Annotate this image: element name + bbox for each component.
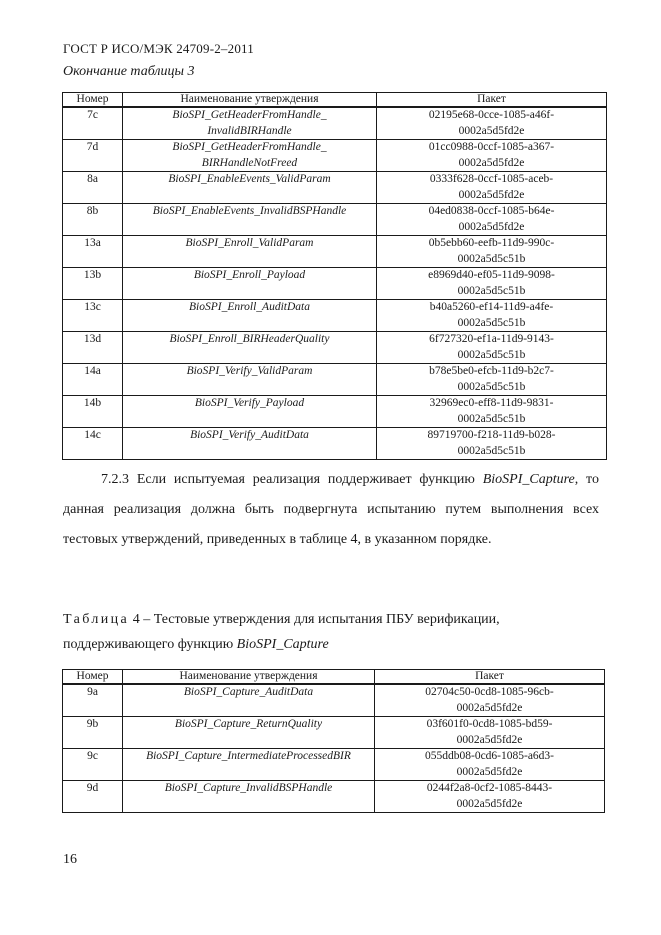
page-number: 16 [63,852,77,867]
packet-cell [375,781,605,813]
row-number-cell: 9c [63,749,123,781]
packet-line: 0002a5d5c51b [457,380,526,393]
row-number-cell: 9a [63,684,123,717]
table-row [63,236,607,268]
packet-line: 0002a5d5c51b [457,348,526,361]
assertion-name-cell [123,364,377,396]
document-header: ГОСТ Р ИСО/МЭК 24709-2–2011 [63,41,254,56]
packet-line: 0b5ebb60-eefb-11d9-990c- [428,237,555,249]
table-header-row [63,670,605,685]
row-number-cell: 14b [63,396,123,428]
table-row [63,684,605,717]
row-number-cell: 9b [63,717,123,749]
table-row [63,268,607,300]
row-number-cell: 8a [63,172,123,204]
packet-line: 32969ec0-eff8-11d9-9831- [429,397,554,409]
packet-line: 01cc0988-0ccf-1085-a367- [428,141,555,153]
assertion-name-cell [123,428,377,460]
packet-line: 0002a5d5fd2e [458,188,525,201]
table-row [63,204,607,236]
packet-line: 0002a5d5fd2e [456,765,523,778]
packet-line: 04ed0838-0ccf-1085-b64e- [428,205,555,217]
assertion-name-line: BioSPI_GetHeaderFromHandle_ [172,109,327,121]
table-continuation-caption: Окончание таблицы 3 [63,64,195,79]
assertion-name-line: BioSPI_EnableEvents_InvalidBSPHandle [152,205,347,217]
row-number-cell: 13a [63,236,123,268]
caption-function-name: BioSPI_Capture [236,637,329,652]
packet-line: 0002a5d5c51b [457,444,526,457]
packet-line: 02704c50-0cd8-1085-96cb- [425,686,554,698]
packet-cell [375,749,605,781]
table-row [63,140,607,172]
packet-line: 0002a5d5c51b [457,284,526,297]
assertion-name-line: BioSPI_Capture_AuditData [183,686,314,698]
table-row [63,107,607,140]
assertion-name-cell [123,204,377,236]
packet-line: 0002a5d5c51b [457,316,526,329]
packet-line: b78e5be0-efcb-11d9-b2c7- [429,365,554,377]
table-row [63,364,607,396]
assertion-name-cell [123,300,377,332]
assertion-name-line: InvalidBIRHandle [207,124,292,137]
packet-line: 055ddb08-0cd6-1085-a6d3- [424,750,555,762]
paragraph-function-name: BioSPI_Capture [482,472,575,487]
assertion-name-line: BioSPI_GetHeaderFromHandle_ [172,141,327,153]
assertion-name-cell [123,107,377,140]
assertion-name-line: BioSPI_Enroll_AuditData [189,301,310,313]
column-header-number: Номер [63,670,123,685]
row-number-cell: 14c [63,428,123,460]
table-header-row [63,93,607,108]
packet-line: 0244f2a8-0cf2-1085-8443- [426,782,553,794]
row-number-cell: 13b [63,268,123,300]
table-4 [62,669,605,813]
assertion-name-line: BioSPI_Enroll_Payload [193,269,306,281]
assertion-name-cell [123,236,377,268]
row-number-cell: 13c [63,300,123,332]
packet-cell [377,172,607,204]
table-row [63,300,607,332]
column-header-packet: Пакет [375,670,605,685]
packet-cell [377,396,607,428]
table-row [63,332,607,364]
packet-cell [375,684,605,717]
assertion-name-line: BioSPI_Verify_ValidParam [186,365,313,377]
packet-cell [377,140,607,172]
packet-cell [377,300,607,332]
packet-line: 0002a5d5fd2e [456,733,523,746]
packet-cell [375,717,605,749]
packet-cell [377,204,607,236]
assertion-name-cell [123,781,375,813]
table-row [63,428,607,460]
assertion-name-line: BioSPI_EnableEvents_ValidParam [168,173,331,185]
packet-line: b40a5260-ef14-11d9-a4fe- [429,301,554,313]
column-header-packet: Пакет [377,93,607,108]
packet-line: e8969d40-ef05-11d9-9098- [428,269,555,281]
table-row [63,172,607,204]
row-number-cell: 9d [63,781,123,813]
assertion-name-cell [123,684,375,717]
table-row [63,396,607,428]
packet-line: 0002a5d5fd2e [456,797,523,810]
packet-line: 0333f628-0ccf-1085-aceb- [429,173,554,185]
assertion-name-line: BioSPI_Capture_InvalidBSPHandle [164,782,333,794]
packet-cell [377,268,607,300]
paragraph-text-before: 7.2.3 Если испытуемая реализация поддерживает функцию [101,472,483,487]
packet-line: 03f601f0-0cd8-1085-bd59- [426,718,553,730]
column-header-number: Номер [63,93,123,108]
assertion-name-cell [123,332,377,364]
paragraph-text-after: , то данная реализация должна быть подвергнута испытанию путем выполнения всех тестовых утверждений, приведенных в таблице 4, в указанном порядке. [63,472,599,547]
assertion-name-line: BioSPI_Enroll_BIRHeaderQuality [169,333,330,345]
paragraph-7-2-3 [63,465,599,555]
table-row [63,717,605,749]
assertion-name-cell [123,172,377,204]
packet-line: 0002a5d5c51b [457,252,526,265]
assertion-name-line: BioSPI_Enroll_ValidParam [185,237,314,249]
assertion-name-line: BioSPI_Capture_ReturnQuality [174,718,323,730]
row-number-cell: 13d [63,332,123,364]
row-number-cell: 8b [63,204,123,236]
table-4-caption [63,607,603,657]
packet-cell [377,107,607,140]
assertion-name-cell [123,717,375,749]
assertion-name-line: BioSPI_Verify_Payload [194,397,305,409]
packet-line: 0002a5d5fd2e [458,220,525,233]
assertion-name-line: BioSPI_Verify_AuditData [190,429,309,441]
table-row [63,781,605,813]
packet-cell [377,332,607,364]
assertion-name-cell [123,396,377,428]
packet-line: 6f727320-ef1a-11d9-9143- [429,333,554,345]
packet-line: 0002a5d5fd2e [458,156,525,169]
assertion-name-cell [123,140,377,172]
packet-line: 0002a5d5fd2e [456,701,523,714]
table-3 [62,92,607,460]
row-number-cell: 7d [63,140,123,172]
assertion-name-cell [123,749,375,781]
assertion-name-line: BioSPI_Capture_IntermediateProcessedBIR [146,750,351,762]
packet-cell [377,236,607,268]
packet-line: 0002a5d5fd2e [458,124,525,137]
packet-line: 89719700-f218-11d9-b028- [427,429,556,441]
row-number-cell: 14a [63,364,123,396]
caption-text: 4 – Тестовые утверждения для испытания ПБУ верификации, поддерживающего функцию [63,612,500,652]
packet-cell [377,428,607,460]
packet-line: 02195e68-0cce-1085-a46f- [428,109,555,121]
column-header-name: Наименование утверждения [123,93,377,108]
assertion-name-cell [123,268,377,300]
column-header-name: Наименование утверждения [123,670,375,685]
caption-label: Таблица [63,612,130,627]
packet-line: 0002a5d5c51b [457,412,526,425]
packet-cell [377,364,607,396]
table-row [63,749,605,781]
row-number-cell: 7c [63,107,123,140]
assertion-name-line: BIRHandleNotFreed [201,156,298,169]
